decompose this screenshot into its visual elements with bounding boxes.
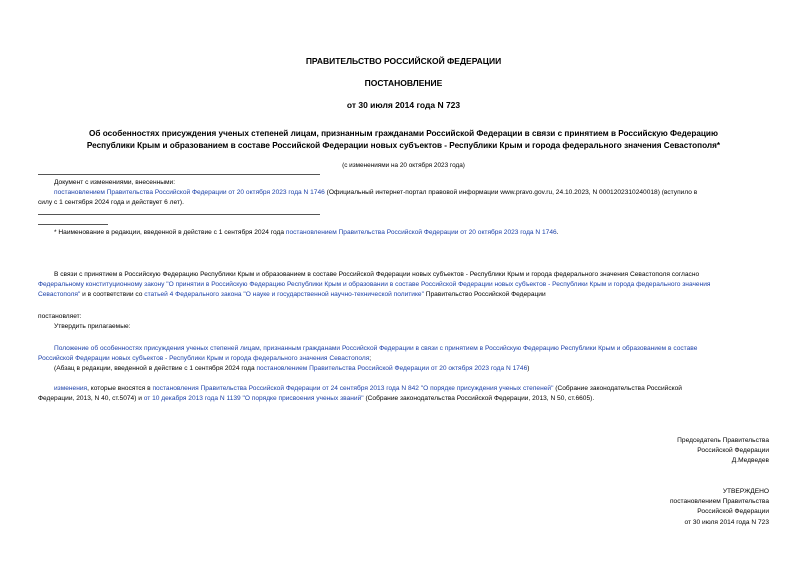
signature-org: Российской Федерации (697, 447, 769, 455)
changes-link[interactable]: изменения (54, 385, 88, 392)
revision-note: (с изменениями на 20 октября 2023 года) (342, 162, 465, 169)
item-2-line-2 (38, 394, 778, 404)
constitutional-law-link[interactable]: Федеральному конституционному закону "О принятии в Российскую Федерацию Республики Крым и образовании в составе Российской Федерации новых субъектов - Республики Крым и города федерального значения (38, 281, 711, 288)
amendment-source-text: (Официальный интернет-портал правовой информации www.pravo.gov.ru, 24.10.2023, N 0001202310240018) (вступило в (324, 189, 698, 197)
decrees-word: постановляет: (38, 313, 82, 320)
item-1-note-link[interactable]: постановлением Правительства Российской Федерации от 20 октября 2023 года N 1746 (256, 365, 528, 372)
preamble-text-end: Правительство Российской Федерации (423, 291, 546, 298)
approval-line-2: постановлением Правительства (669, 498, 769, 506)
footnote (54, 228, 784, 238)
item-2-end: (Собрание законодательства Российской Федерации, 2013, N 50, ст.6605). (363, 395, 595, 402)
signature-name: Д.Медведев (731, 457, 769, 465)
footnote-end: . (556, 229, 559, 236)
government-heading: ПРАВИТЕЛЬСТВО РОССИЙСКОЙ ФЕДЕРАЦИИ (305, 56, 502, 66)
item-1-line-2 (38, 354, 778, 364)
footnote-text: * Наименование в редакции, введенной в действие с 1 сентября 2024 года (54, 229, 286, 236)
approval-line-3: Российской Федерации (697, 508, 769, 516)
preamble-line-3 (38, 290, 778, 300)
item-2-line-2-text: Федерации, 2013, N 40, ст.5074) и (38, 395, 144, 402)
change-block-line-1 (54, 188, 774, 198)
approval-line-4: от 30 июля 2014 года N 723 (684, 518, 769, 526)
preamble-line-1: В связи с принятием в Российскую Федерацию Республики Крым и образованием в составе Российской Федерации новых субъектов - Республики Крым и города федерального значения Севастополя согласно (54, 271, 700, 278)
footnote-rule (38, 224, 108, 225)
document-type: ПОСТАНОВЛЕНИЕ (364, 78, 443, 88)
item-1-note-text: (Абзац в редакции, введенной в действие с 1 сентября 2024 года (54, 365, 257, 372)
document-title-line-1: Об особенностях присуждения ученых степеней лицам, признанным гражданами Российской Федерации в связи с принятием в Российскую Федерацию (89, 129, 718, 138)
approval-word: УТВЕРЖДЕНО (722, 488, 769, 495)
amendment-link[interactable]: постановлением Правительства Российской Федерации от 20 октября 2023 года N 1746 (54, 189, 325, 197)
item-1-line-1 (54, 344, 784, 354)
preamble-text: и в соответствии со (80, 291, 145, 298)
signature-block (677, 436, 769, 467)
item-2-line-1 (54, 384, 784, 394)
item-1-note-end: ) (527, 365, 530, 372)
approval-block (670, 487, 769, 528)
document-date-number: от 30 июля 2014 года N 723 (346, 100, 461, 110)
constitutional-law-link-end[interactable]: Севастополя" (38, 291, 81, 298)
resolution-842-link[interactable]: постановления Правительства Российской Федерации от 24 сентября 2013 года N 842 "О порядке присуждения ученых степеней" (152, 385, 554, 392)
change-block-top-rule (38, 174, 320, 175)
document-title-line-2: Республики Крым и образованием в составе Российской Федерации новых субъектов - Республики Крым и города федерального значения Севастополя* (86, 141, 721, 150)
item-1-tail: ; (369, 355, 372, 362)
regulation-link-end[interactable]: Российской Федерации новых субъектов - Республики Крым и города федерального значения Севастополя (38, 355, 370, 362)
resolution-1139-link[interactable]: от 10 декабря 2013 года N 1139 "О порядке присвоения ученых званий" (143, 395, 364, 402)
change-block-line-2: силу с 1 сентября 2024 года и действует 6 лет). (38, 199, 184, 206)
item-1-note (54, 364, 784, 374)
item-2-text: , которые вносятся в (87, 385, 153, 392)
preamble-line-2 (38, 280, 778, 290)
change-block-heading: Документ с изменениями, внесенными: (54, 179, 176, 186)
approve-heading: Утвердить прилагаемые: (54, 323, 131, 330)
footnote-link[interactable]: постановлением Правительства Российской Федерации от 20 октября 2023 года N 1746 (285, 229, 557, 236)
item-2-source: (Собрание законодательства Российской (553, 385, 682, 392)
science-law-article-link[interactable]: статьей 4 Федерального закона "О науке и государственной научно-технической политике" (144, 291, 424, 298)
signature-title: Председатель Правительства (677, 437, 769, 444)
change-block-bottom-rule (38, 214, 320, 215)
regulation-link[interactable]: Положение об особенностях присуждения ученых степеней лицам, признанным гражданами Российской Федерации в связи с принятием в Российскую Федерацию Республики Крым и образованием в составе (54, 345, 698, 352)
change-block (54, 178, 774, 198)
